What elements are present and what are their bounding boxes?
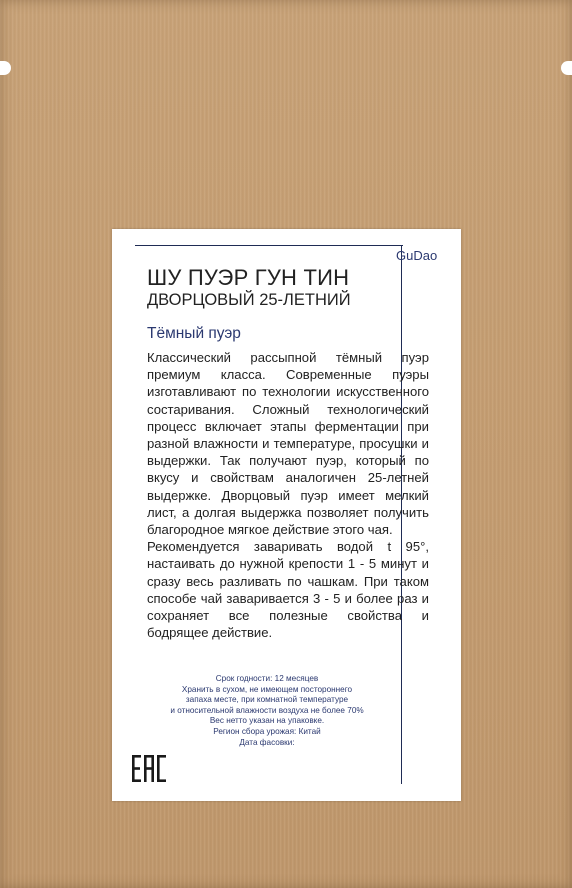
product-title: ШУ ПУЭР ГУН ТИН — [147, 265, 350, 290]
tear-notch-right — [561, 61, 572, 75]
product-description — [147, 349, 429, 641]
storage-info — [152, 674, 382, 748]
storage-line-3: и относительной влажности воздуха не более 70% — [170, 705, 364, 715]
description-paragraph-2: Рекомендуется заваривать водой t 95°, настаивать до нужной крепости 1 - 5 минут и сразу весь разливать по чашкам. При таком способе чай заваривается 3 - 5 и более раз и сохраняет все полезные свойства и бодрящее действие. — [147, 539, 429, 641]
product-subtitle: ДВОРЦОВЫЙ 25-ЛЕТНИЙ — [147, 291, 351, 309]
tear-notch-left — [0, 61, 11, 75]
product-category: Тёмный пуэр — [147, 325, 241, 342]
product-label — [112, 229, 461, 801]
eac-certification-icon — [132, 755, 166, 782]
storage-line-2: запаха месте, при комнатной температуре — [185, 695, 349, 705]
harvest-region-line: Регион сбора урожая: Китай — [213, 726, 321, 736]
net-weight-line: Вес нетто указан на упаковке. — [209, 716, 325, 726]
brand-name: GuDao — [396, 248, 438, 263]
packing-date-line: Дата фасовки: — [239, 737, 295, 747]
description-paragraph-1: Классический рассыпной тёмный пуэр премиум класса. Современные пуэры изготавливают по технологии искусственного состаривания. Сложный технологический процесс включает этапы ферментации при разной влажности и температуре, просушки и выдержки. Так получают пуэр, который по вкусу и свойствам аналогичен 25-летней выдержке. Дворцовый пуэр имеет мелкий лист, а долгая выдержка позволяет получить благородное мягкое действие этого чая. — [147, 350, 429, 538]
label-top-rule — [135, 245, 403, 246]
shelf-life-line: Срок годности: 12 месяцев — [215, 674, 319, 683]
storage-line-1: Хранить в сухом, не имеющем постороннего — [181, 684, 353, 694]
